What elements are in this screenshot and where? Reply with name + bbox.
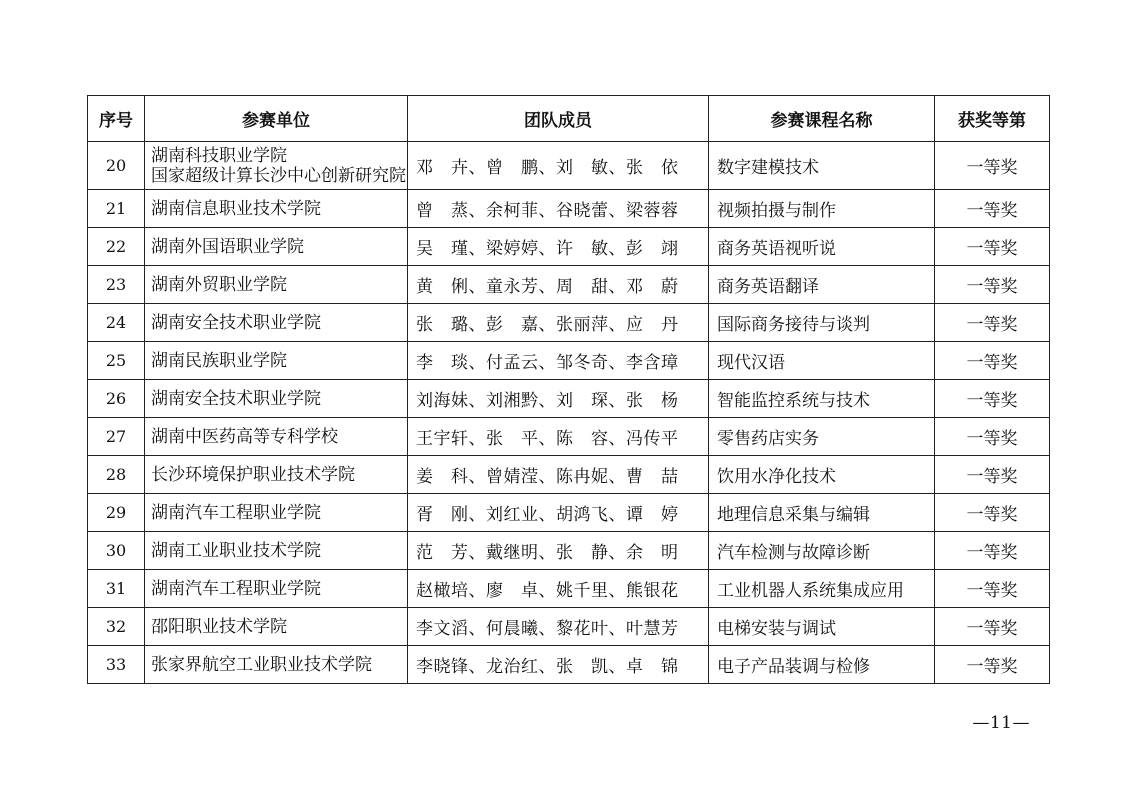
row-award: 一等奖 [935,608,1050,646]
awards-table [87,95,1050,684]
row-award: 一等奖 [935,304,1050,342]
row-unit [145,570,408,608]
row-course: 商务英语视听说 [709,228,935,266]
table-row [88,228,1050,266]
row-members: 曾 蒸、余柯菲、谷晓蕾、梁蓉蓉 [408,190,709,228]
header-members: 团队成员 [408,96,709,142]
table-row [88,456,1050,494]
unit-line: 湖南安全技术职业学院 [151,312,321,333]
row-award: 一等奖 [935,532,1050,570]
row-course: 商务英语翻译 [709,266,935,304]
header-course: 参赛课程名称 [709,96,935,142]
row-award: 一等奖 [935,570,1050,608]
row-number: 21 [88,190,145,228]
unit-line: 湖南科技职业学院 [151,145,287,166]
row-number: 25 [88,342,145,380]
table-row [88,380,1050,418]
unit-line: 湖南汽车工程职业学院 [151,578,321,599]
table-row [88,142,1050,190]
row-award: 一等奖 [935,494,1050,532]
row-members: 王宇轩、张 平、陈 容、冯传平 [408,418,709,456]
row-unit [145,646,408,684]
table-row [88,570,1050,608]
unit-line: 国家超级计算长沙中心创新研究院 [151,165,406,186]
unit-line: 张家界航空工业职业技术学院 [151,654,372,675]
row-award: 一等奖 [935,190,1050,228]
row-course: 饮用水净化技术 [709,456,935,494]
row-number: 30 [88,532,145,570]
row-number: 31 [88,570,145,608]
row-unit [145,266,408,304]
row-award: 一等奖 [935,380,1050,418]
unit-line: 湖南安全技术职业学院 [151,388,321,409]
unit-line: 邵阳职业技术学院 [151,616,287,637]
table-row [88,418,1050,456]
row-members: 李文滔、何晨曦、黎花叶、叶慧芳 [408,608,709,646]
row-members: 李晓锋、龙治红、张 凯、卓 锦 [408,646,709,684]
row-members: 黄 俐、童永芳、周 甜、邓 蔚 [408,266,709,304]
unit-line: 湖南外国语职业学院 [151,236,304,257]
row-unit [145,456,408,494]
row-members: 刘海妹、刘湘黔、刘 琛、张 杨 [408,380,709,418]
row-members: 范 芳、戴继明、张 静、余 明 [408,532,709,570]
row-course: 电子产品装调与检修 [709,646,935,684]
row-unit [145,304,408,342]
row-members: 李 琰、付孟云、邹冬奇、李含璋 [408,342,709,380]
table-row [88,304,1050,342]
row-course: 国际商务接待与谈判 [709,304,935,342]
row-award: 一等奖 [935,228,1050,266]
row-number: 33 [88,646,145,684]
table-row [88,608,1050,646]
table-row [88,646,1050,684]
table-row [88,342,1050,380]
header-unit: 参赛单位 [145,96,408,142]
row-course: 地理信息采集与编辑 [709,494,935,532]
row-award: 一等奖 [935,342,1050,380]
row-number: 20 [88,142,145,190]
unit-line: 湖南民族职业学院 [151,350,287,371]
unit-line: 长沙环境保护职业技术学院 [151,464,355,485]
unit-line: 湖南信息职业技术学院 [151,198,321,219]
row-unit [145,418,408,456]
row-unit [145,532,408,570]
unit-line: 湖南汽车工程职业学院 [151,502,321,523]
row-number: 23 [88,266,145,304]
row-unit [145,380,408,418]
table-row [88,532,1050,570]
table-row [88,266,1050,304]
row-number: 29 [88,494,145,532]
row-unit [145,608,408,646]
header-no: 序号 [88,96,145,142]
header-award: 获奖等第 [935,96,1050,142]
page-number: —11— [972,713,1030,733]
row-course: 数字建模技术 [709,142,935,190]
row-unit [145,142,408,190]
row-number: 27 [88,418,145,456]
unit-line: 湖南中医药高等专科学校 [151,426,338,447]
row-course: 现代汉语 [709,342,935,380]
table-row [88,190,1050,228]
table-row [88,494,1050,532]
unit-line: 湖南外贸职业学院 [151,274,287,295]
row-members: 胥 刚、刘红业、胡鸿飞、谭 婷 [408,494,709,532]
row-course: 智能监控系统与技术 [709,380,935,418]
row-course: 工业机器人系统集成应用 [709,570,935,608]
table-header-row [88,96,1050,142]
row-course: 视频拍摄与制作 [709,190,935,228]
row-number: 28 [88,456,145,494]
unit-line: 湖南工业职业技术学院 [151,540,321,561]
row-members: 姜 科、曾婧滢、陈冉妮、曹 喆 [408,456,709,494]
row-award: 一等奖 [935,142,1050,190]
row-members: 吴 瑾、梁婷婷、许 敏、彭 翊 [408,228,709,266]
row-number: 24 [88,304,145,342]
row-course: 零售药店实务 [709,418,935,456]
table-body [88,142,1050,684]
row-unit [145,190,408,228]
row-award: 一等奖 [935,418,1050,456]
row-number: 32 [88,608,145,646]
row-members: 张 璐、彭 嘉、张丽萍、应 丹 [408,304,709,342]
row-award: 一等奖 [935,456,1050,494]
row-members: 赵橄培、廖 卓、姚千里、熊银花 [408,570,709,608]
row-award: 一等奖 [935,266,1050,304]
row-course: 汽车检测与故障诊断 [709,532,935,570]
row-members: 邓 卉、曾 鹏、刘 敏、张 依 [408,142,709,190]
row-number: 26 [88,380,145,418]
row-unit [145,342,408,380]
row-number: 22 [88,228,145,266]
row-unit [145,228,408,266]
row-course: 电梯安装与调试 [709,608,935,646]
row-unit [145,494,408,532]
row-award: 一等奖 [935,646,1050,684]
